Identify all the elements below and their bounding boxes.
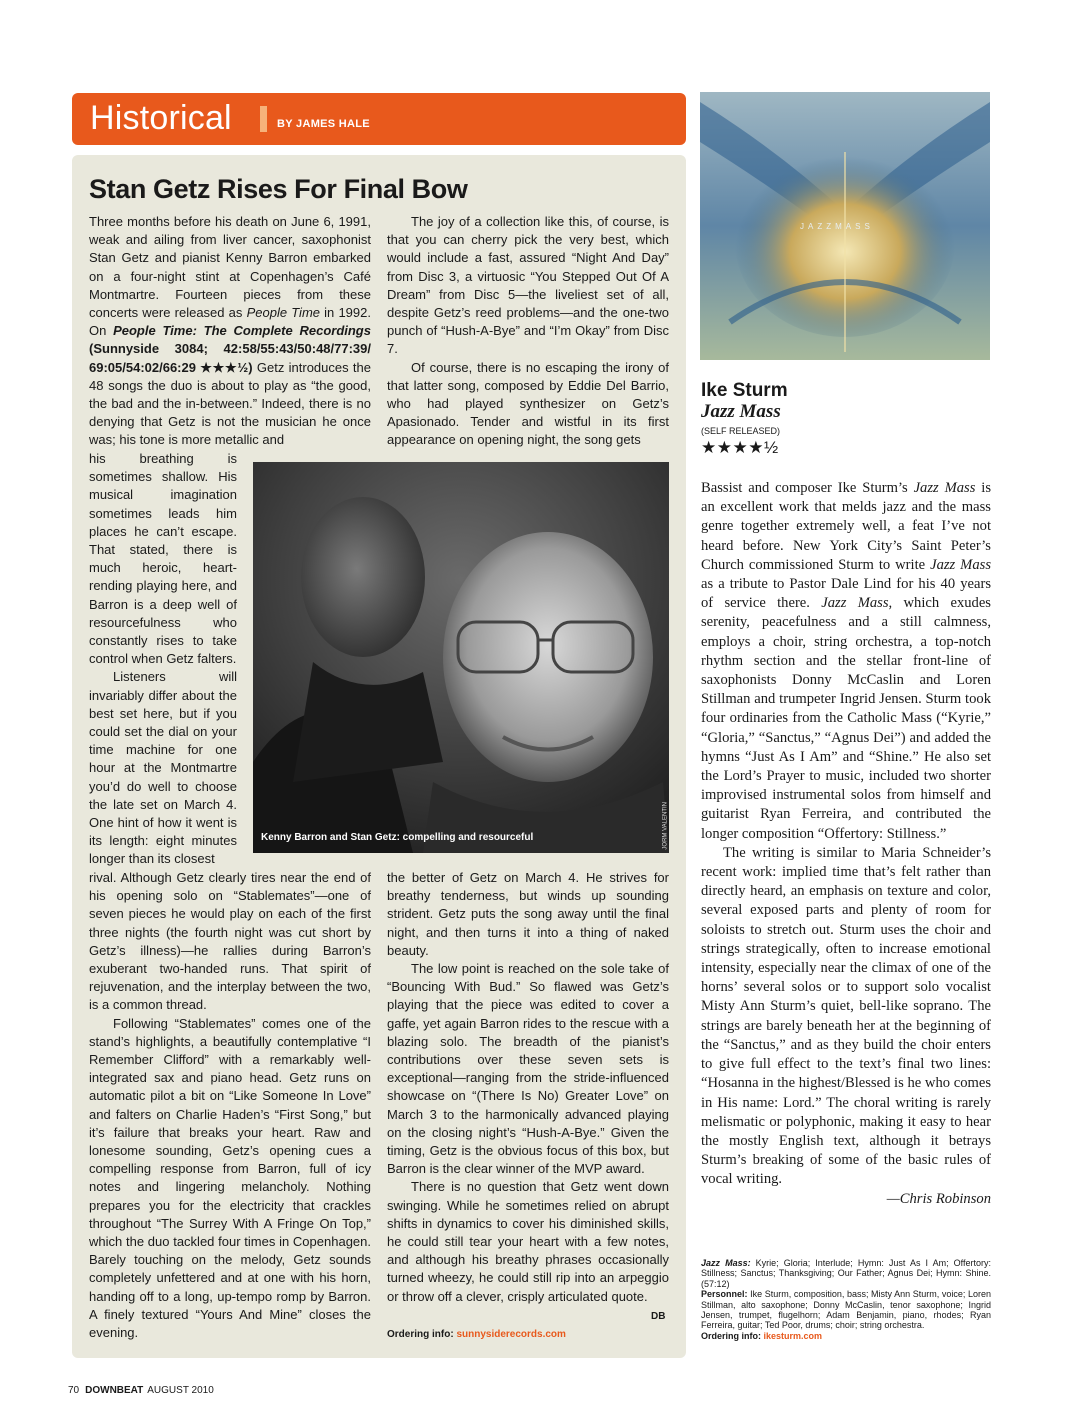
ordering-label: Ordering info: (701, 1330, 761, 1341)
article-col2-top (387, 213, 669, 450)
text-run: Jazz Mass (913, 480, 976, 496)
section-title: Historical (90, 99, 232, 137)
album-cover-text: JAZZMASS (800, 222, 874, 231)
magazine-name: DOWNBEAT (85, 1385, 144, 1396)
review-album: Jazz Mass (701, 401, 781, 422)
article-title: Stan Getz Rises For Final Bow (89, 174, 468, 204)
review-rating: ★★★★½ (701, 438, 779, 457)
personnel-label: Personnel: (701, 1289, 748, 1300)
review-body (701, 479, 991, 1209)
ordering-link[interactable]: ikesturm.com (763, 1330, 823, 1341)
review-signature: —Chris Robinson (886, 1190, 991, 1207)
page-number: 70 (68, 1385, 80, 1396)
paragraph: There is no question that Getz went down swinging. While he sometimes relied on abrupt shifts in dynamics to cover his diminished skills, he could still tear your heart with a few notes, and although his breathy phrases occasionally turned wheezy, he could still rip into an arpeggio or throw off a clever, crisply articulated quote. (387, 1179, 669, 1304)
text-run: , which exudes serenity, peacefulness and a still calmness, employs a choir, string orchestra, a top-notch rhythm section and the stellar front-line of saxophonists Donny McCaslin and Loren Stillman and trumpeter Ingrid Jensen. Sturm took four ordinaries from the Catholic Mass (“Kyrie,” “Gloria,” “Sanctus,” “Agnus Dei”) and added the hymns “Just As I Am” and “Shine.” He also set the Lord’s Prayer to music, included two shorter improvised instrumental solos from himself and guitarist Ryan Ferreira, and contributed the longer composition “Offertory: Stillness.” (701, 595, 991, 842)
text-run: as a tribute to Pastor Dale Lind for his 40 years of service there. (701, 576, 991, 612)
tracks-text: Kyrie; Gloria; Interlude; Hymn: Just As I Am; Offertory: Stillness; Sanctus; Thanksgiving; Our Father; Agnus Dei; Hymn: Shine. (57:12) (701, 1258, 991, 1289)
paragraph: The low point is reached on the sole take of “Bouncing With Bud.” So flawed was Getz’s playing that the piece was edited to cover a gaffe, yet again Barron rides to the rescue with a blazing solo. The breadth of the pianist’s contributions over these seven sets is exceptional—ranging from the stride-influenced showcase on “(There Is No) Greater Love” on March 3 to the harmonically advanced playing on the closing night’s “Hush-A-Bye.” Given the timing, Getz is the obvious focus of this box, but Barron is the clear winner of the MVP award. (387, 961, 669, 1177)
personnel-text: Ike Sturm, composition, bass; Misty Ann Sturm, voice; Loren Stillman, alto saxophone; Donny McCaslin, tenor saxophone; Ingrid Jensen, trumpet, flugelhorn; Adam Benjamin, piano, rhodes; Ryan Ferreira, guitar; Ted Poor, drums; choir; string orchestra. (701, 1289, 991, 1331)
article-ordering-info (387, 1329, 566, 1340)
ordering-link[interactable]: sunnysiderecords.com (456, 1329, 566, 1340)
text-run: Jazz Mass (821, 595, 889, 612)
review-label: (SELF RELEASED) (701, 426, 781, 436)
ordering-label: Ordering info: (387, 1329, 454, 1340)
paragraph: The joy of a collection like this, of course, is that you can cherry pick the very best, which would include a fast, assured “Night And Day” from Disc 3, a virtuosic “You Stepped Out Of A Dream” from Disc 5—the liveliest set of all, despite Getz’s reed problems—and the one-two punch of “Hush-A-Bye” and “I’m Okay” from Disc 7. (387, 214, 669, 357)
paragraph: Of course, there is no escaping the irony of that latter song, composed by Eddie Del Barrio, who had played synthesizer on Getz’s Apasionado. Tender and wistful in its first appearance on opening night, the song gets (387, 359, 669, 448)
tracks-label: Jazz Mass: (701, 1258, 751, 1268)
issue-date: AUGUST 2010 (147, 1385, 214, 1396)
text-run: Jazz Mass (930, 556, 991, 573)
article-col2-bottom (387, 869, 669, 1306)
article-col1-bottom (89, 869, 371, 1342)
album-cover (700, 92, 990, 360)
text-run: is an excellent work that melds jazz and the mass genre together extremely well, a feat I’ve not heard before. New York City’s Saint Peter’s Church commissioned Sturm to write (701, 480, 991, 573)
photo-artwork (253, 462, 669, 853)
end-mark: DB (651, 1311, 666, 1322)
article-col1-top (89, 213, 371, 450)
review-artist: Ike Sturm (701, 380, 788, 401)
paragraph (701, 479, 991, 844)
paragraph: Following “Stablemates” comes one of the stand’s highlights, a beautifully contemplative “I Remember Clifford” with a remarkably well-integrated sax and piano head. Getz runs on automatic pilot a bit on “Like Someone In Love” and falters on Charlie Haden’s “First Song,” but it’s failure that breaks your heart. Raw and lonesome sounding, Getz’s opening cues a compelling response from Barron, full of icy notes and lingering melancholy. Nothing prepares you for the electricity that crackles throughout “The Surrey With A Fringe On Top,” which the duo tackled four times in Copenhagen. Barely touching on the melody, Getz sounds completely unfettered and at one with his horn, handing off to a long, up-tempo romp by Barron. A finely textured “Yours And Mine” closes the evening. (89, 1015, 371, 1341)
text-run: People Time (246, 305, 320, 321)
text-run: Bassist and composer Ike Sturm’s (701, 480, 914, 496)
section-header (72, 93, 686, 145)
text-run: (Sunnyside 3084; 42:58/55:43/50:48/77:39/ 69:05/54:02/66:29 ★★★½) (89, 341, 371, 375)
paragraph: The writing is similar to Maria Schneider’s recent work: implied time that’s felt rather than directly heard, an emphasis on texture and color, several exposed parts and plenty of room for soloists to stretch out. Sturm uses the choir and strings strategically, often to increase emotional intensity, especially near the climax of one of the horns’ several solos or to support solo vocalist Misty Ann Sturm’s quiet, bell-like soprano. The strings are barely beneath her at the beginning of the “Sanctus,” and as they build the choir enters to give full effect to the text’s final two lines: “Hosanna in the highest/Blessed is he who comes in His name: Lord.” The choral writing is rarely melismatic or polyphonic, making it easy to hear the mostly English text, although it betrays Sturm’s breaking of some of the basic rules of vocal writing. (701, 844, 991, 1188)
text-run: in 1992. On (89, 305, 371, 339)
page-footer (68, 1385, 214, 1396)
text-run: Three months before his death on June 6, 1991, weak and ailing from liver cancer, saxophonist Stan Getz and pianist Kenny Barron embarked on a four-night stint at Copenhagen’s Café Montmartre. Fourteen pieces from these concerts were released as (89, 214, 371, 321)
text-run: Getz introduces the 48 songs the duo is about to play as “the good, the bad and the in-between.” Indeed, there is no denying that Getz is not the musician he once was; his tone is more metallic and (89, 359, 372, 448)
text-run: People Time: The Complete Recordings (113, 323, 371, 339)
header-divider (260, 106, 267, 132)
byline: BY JAMES HALE (277, 118, 370, 130)
review-tracklist (701, 1258, 991, 1341)
paragraph: his breathing is sometimes shallow. His musical imagination sometimes leads him places he can’t escape. That stated, there is much heroic, heart-rending playing here, and Barron is a deep well of resourcefulness who constantly rises to take control when Getz falters. (89, 451, 237, 667)
paragraph: the better of Getz on March 4. He strives for breathy tenderness, but winds up sounding strident. Getz puts the song away until the final night, and then turns it into a thing of naked beauty. (387, 870, 669, 958)
photo-caption: Kenny Barron and Stan Getz: compelling and resourceful (261, 832, 534, 843)
article-photo (253, 462, 669, 853)
photo-credit: JORM VALENTIN (663, 802, 669, 850)
article-col1-narrow (89, 450, 237, 869)
paragraph: rival. Although Getz clearly tires near the end of his opening solo on “Stablemates”—one of seven pieces he would play on each of the first three nights (the fourth night was cut short by Getz’s illness)—he rallies during Barron’s exuberant two-handed runs. That spirit of rejuvenation, and the interplay between the two, is a common thread. (89, 870, 371, 1013)
paragraph: Listeners will invariably differ about the best set here, but if you could set the dial on your time machine for one hour at the Montmartre you’d do well to choose the late set on March 4. One hint of how it went is its length: eight minutes longer than its closest (89, 669, 237, 867)
